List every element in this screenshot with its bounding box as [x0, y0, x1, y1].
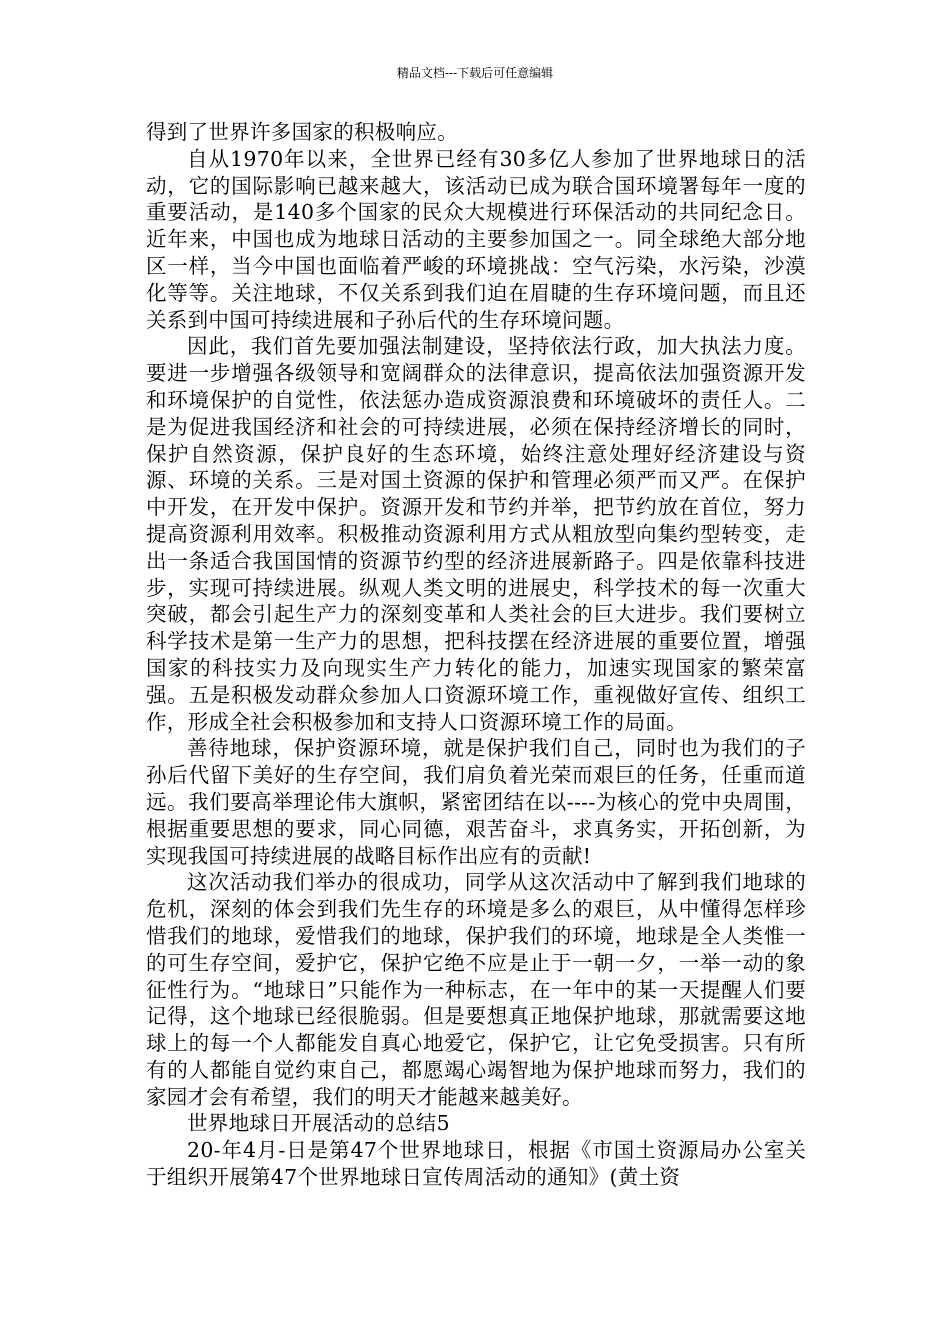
paragraph-47th-earth-day: 20-年4月-日是第47个世界地球日，根据《市国土资源局办公室关于组织开展第47个世界地球日宣传周活动的通知》(黄土资: [146, 1138, 806, 1190]
paragraph-activity-success: 这次活动我们举办的很成功，同学从这次活动中了解到我们地球的危机，深刻的体会到我们先生存的环境是多么的艰巨，从中懂得怎样珍惜我们的地球，爱惜我们的地球，保护我们的环境，地球是全人类惟一的可生存空间，爱护它，保护它绝不应是止于一朝一夕，一举一动的象征性行为。“地球日”只能作为一种标志，在一年中的某一天提醒人们要记得，这个地球已经很脆弱。但是要想真正地保护地球，那就需要这地球上的每一个人都能发自真心地爱它，保护它，让它免受损害。只有所有的人都能自觉约束自己，都愿竭心竭智地为保护地球而努力，我们的家园才会有希望，我们的明天才能越来越美好。: [146, 870, 806, 1109]
document-body: [146, 119, 806, 1191]
section-heading: 世界地球日开展活动的总结5: [187, 1111, 450, 1136]
paragraph-continuation: 得到了世界许多国家的积极响应。: [146, 120, 458, 144]
paragraph-protect-environment: 善待地球，保护资源环境，就是保护我们自己，同时也为我们的子孙后代留下美好的生存空间，我们肩负着光荣而艰巨的任务，任重而道远。我们要高举理论伟大旗帜，紧密团结在以----为核心的党中央周围，根据重要思想的要求，同心同德，艰苦奋斗，求真务实，开拓创新，为实现我国可持续进展的战略目标作出应有的贡献!: [146, 736, 806, 868]
paragraph-earth-day-history: 自从1970年以来，全世界已经有30多亿人参加了世界地球日的活动，它的国际影响已越来越大，该活动已成为联合国环境署每年一度的重要活动，是140多个国家的民众大规模进行环保活动的共同纪念日。近年来，中国也成为地球日活动的主要参加国之一。同全球绝大部分地区一样，当今中国也面临着严峻的环境挑战：空气污染，水污染，沙漠化等等。关注地球，不仅关系到我们迫在眉睫的生存环境问题，而且还关系到中国可持续进展和子孙后代的生存环境问题。: [146, 146, 806, 332]
paragraph-measures: 因此，我们首先要加强法制建设，坚持依法行政，加大执法力度。要进一步增强各级领导和宽阔群众的法律意识，提高依法加强资源开发和环境保护的自觉性，依法惩办造成资源浪费和环境破坏的责任人。二是为促进我国经济和社会的可持续进展，必须在保持经济增长的同时，保护自然资源，保护良好的生态环境，始终注意处理好经济建设与资源、环境的关系。三是对国土资源的保护和管理必须严而又严。在保护中开发，在开发中保护。资源开发和节约并举，把节约放在首位，努力提高资源利用效率。积极推动资源利用方式从粗放型向集约型转变，走出一条适合我国国情的资源节约型的经济进展新路子。四是依靠科技进步，实现可持续进展。纵观人类文明的进展史，科学技术的每一次重大突破，都会引起生产力的深刻变革和人类社会的巨大进步。我们要树立科学技术是第一生产力的思想，把科技摆在经济进展的重要位置，增强国家的科技实力及向现实生产力转化的能力，加速实现国家的繁荣富强。五是积极发动群众参加人口资源环境工作，重视做好宣传、组织工作，形成全社会积极参加和支持人口资源环境工作的局面。: [146, 334, 806, 734]
page-header: 精品文档---下载后可任意编辑: [396, 66, 554, 80]
